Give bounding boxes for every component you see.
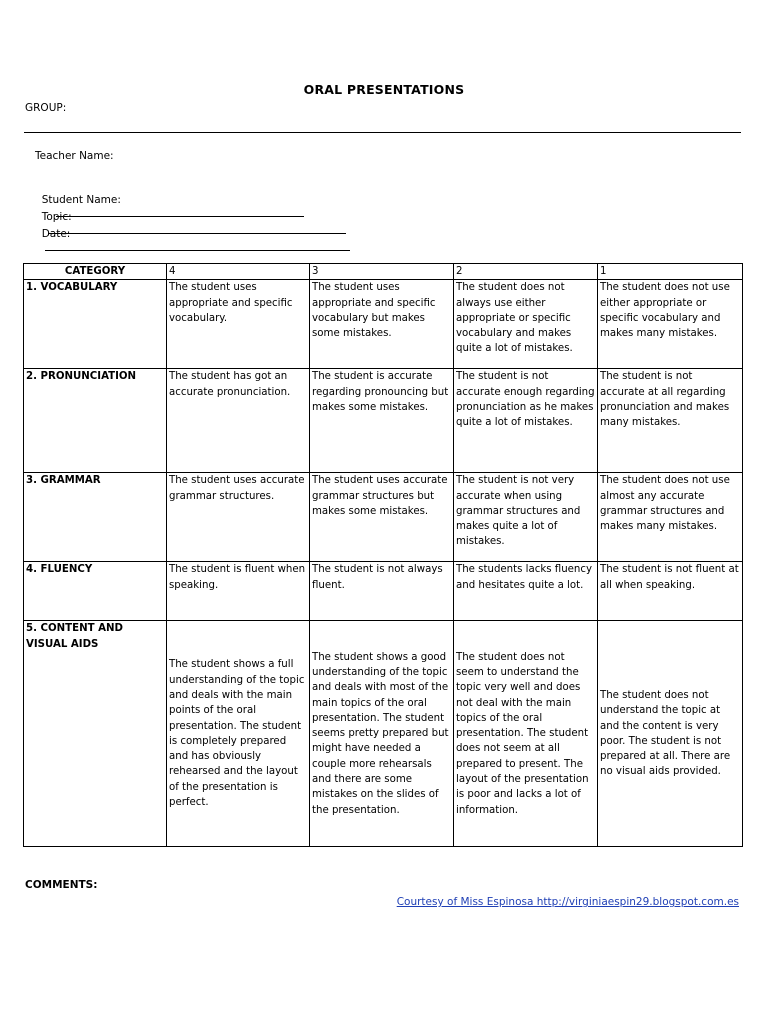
header-score-4: 4: [167, 264, 310, 280]
teacher-name-label: Teacher Name:: [35, 150, 114, 162]
row-category: 3. GRAMMAR: [24, 473, 167, 562]
header-score-2: 2: [454, 264, 598, 280]
header-score-3: 3: [310, 264, 454, 280]
table-row: [24, 473, 743, 562]
comments-label: COMMENTS:: [25, 879, 98, 891]
table-row: [24, 280, 743, 369]
page-title: ORAL PRESENTATIONS: [303, 82, 465, 97]
table-cell: The student is accurate regarding pronouncing but makes some mistakes.: [310, 369, 454, 473]
student-name-label: Student Name:: [41, 194, 121, 206]
table-cell: The student is not very accurate when using grammar structures and makes quite a lot of mistakes.: [454, 473, 598, 562]
rubric-table: [23, 263, 743, 847]
group-label: GROUP:: [25, 102, 67, 114]
date-field: [35, 216, 350, 254]
table-cell: The student does not always use either appropriate or specific vocabulary and makes quite a lot of mistakes.: [454, 280, 598, 369]
row-category: 1. VOCABULARY: [24, 280, 167, 369]
table-cell: The student uses appropriate and specific vocabulary.: [167, 280, 310, 369]
table-cell: The student is not accurate at all regarding pronunciation and makes many mistakes.: [598, 369, 743, 473]
table-cell: The student is not fluent at all when speaking.: [598, 562, 743, 621]
topic-label: Topic:: [41, 211, 72, 223]
date-line: [45, 240, 350, 251]
header-divider: [24, 132, 741, 133]
row-category: 2. PRONUNCIATION: [24, 369, 167, 473]
table-cell: The student shows a good understanding of the topic and deals with most of the main topics of the oral presentation. The student seems pretty prepared but might have needed a couple more rehearsals and there are some mistakes on the slides of the presentation.: [310, 621, 454, 847]
table-row: [24, 369, 743, 473]
header-category: CATEGORY: [24, 264, 167, 280]
table-cell: The student shows a full understanding of the topic and deals with the main points of the oral presentation. The student is completely prepared and has obviously rehearsed and the layout of the presentation is perfect.: [167, 621, 310, 847]
table-header-row: [24, 264, 743, 280]
table-cell: The students lacks fluency and hesitates quite a lot.: [454, 562, 598, 621]
table-row: [24, 562, 743, 621]
table-cell: The student does not use either appropriate or specific vocabulary and makes many mistakes.: [598, 280, 743, 369]
table-cell: The student uses appropriate and specific vocabulary but makes some mistakes.: [310, 280, 454, 369]
table-cell: The student uses accurate grammar structures but makes some mistakes.: [310, 473, 454, 562]
table-cell: The student does not use almost any accurate grammar structures and makes many mistakes.: [598, 473, 743, 562]
table-row: [24, 621, 743, 847]
header-score-1: 1: [598, 264, 743, 280]
table-cell: The student does not understand the topic at and the content is very poor. The student is not prepared at all. There are no visual aids provided.: [598, 621, 743, 847]
table-cell: The student uses accurate grammar structures.: [167, 473, 310, 562]
date-label: Date:: [41, 228, 71, 240]
credit-link[interactable]: Courtesy of Miss Espinosa http://virginiaespin29.blogspot.com.es: [396, 896, 739, 908]
row-category: 4. FLUENCY: [24, 562, 167, 621]
table-cell: The student is not accurate enough regarding pronunciation as he makes quite a lot of mistakes.: [454, 369, 598, 473]
row-category: 5. CONTENT AND VISUAL AIDS: [24, 621, 167, 847]
table-cell: The student does not seem to understand the topic very well and does not deal with the main topics of the oral presentation. The student does not seem at all prepared to present. The layout of the presentation is poor and lacks a lot of information.: [454, 621, 598, 847]
table-cell: The student has got an accurate pronunciation.: [167, 369, 310, 473]
table-cell: The student is fluent when speaking.: [167, 562, 310, 621]
table-cell: The student is not always fluent.: [310, 562, 454, 621]
